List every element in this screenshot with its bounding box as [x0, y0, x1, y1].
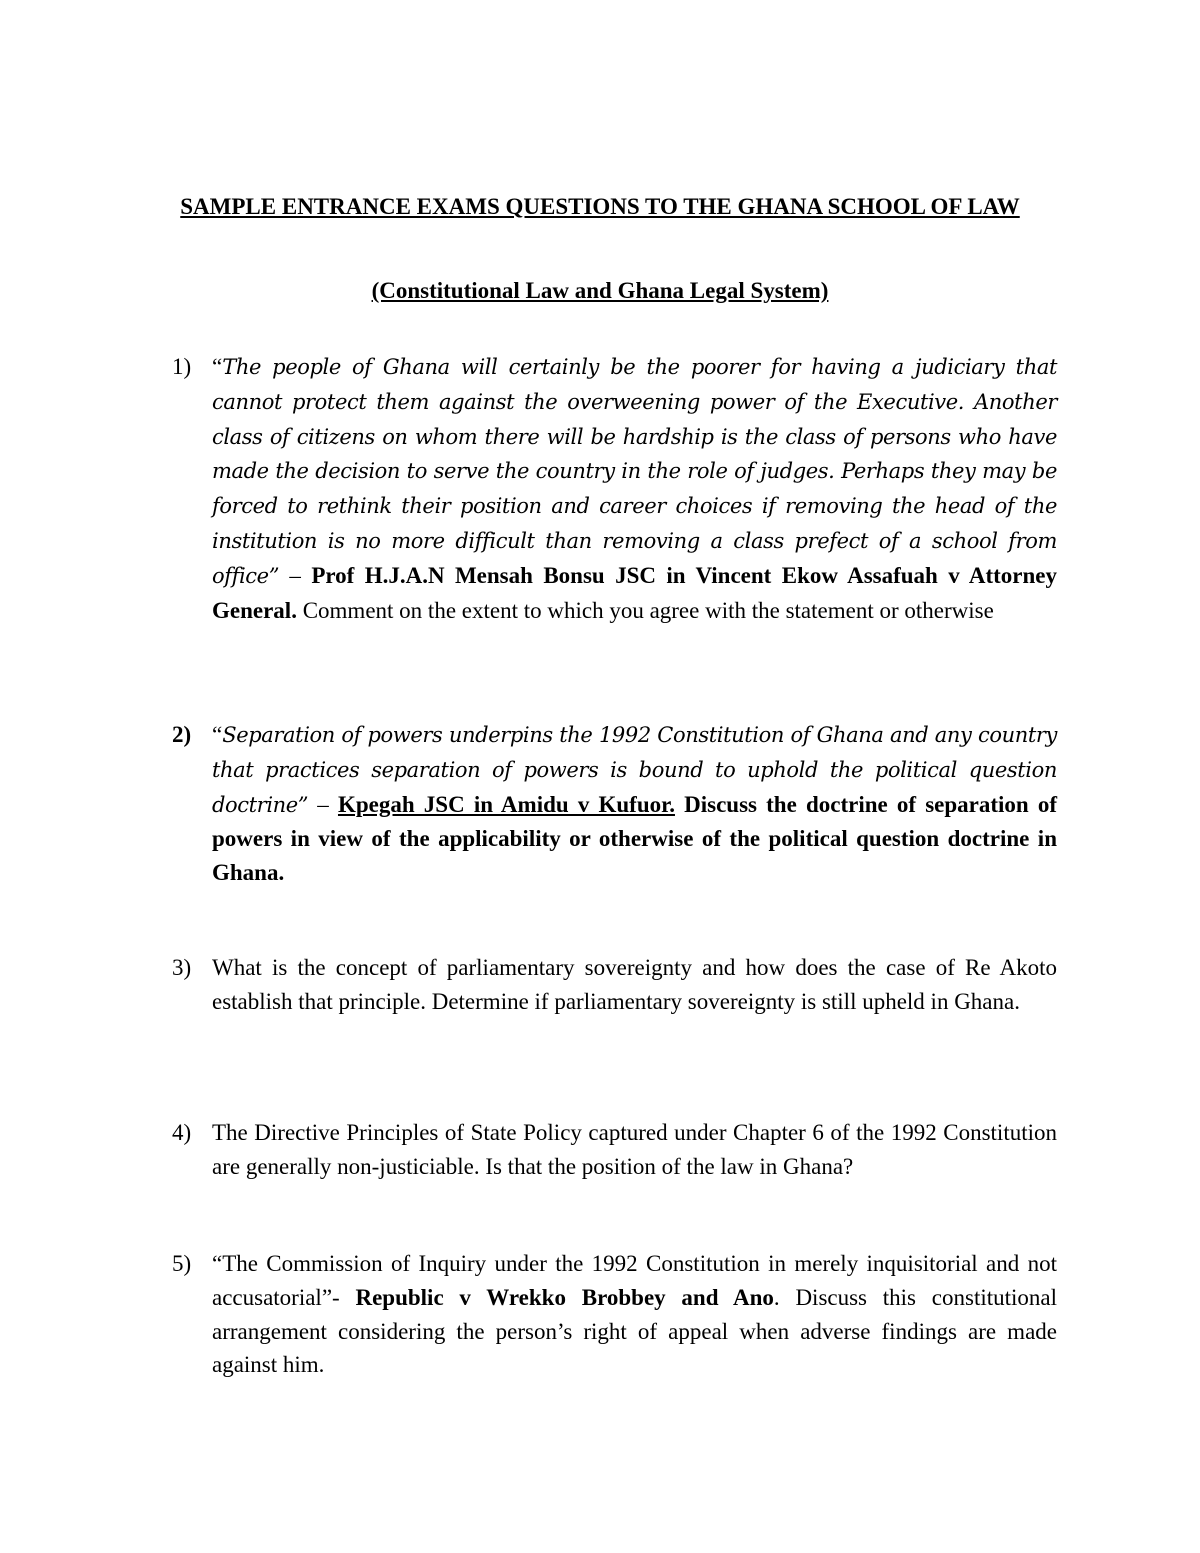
- open-quote: “: [212, 354, 223, 379]
- case-citation: Prof H.J.A.N Mensah Bonsu JSC in Vincent Ekow Assafuah v Attorney General.: [212, 562, 1058, 623]
- question-3: [172, 951, 1057, 1019]
- question-2: [172, 718, 1058, 890]
- question-quote: Separation of powers underpins the 1992 Constitution of Ghana and any country that practices separation of powers is bound to uphold the political question doctrine”: [212, 723, 1057, 817]
- question-quote: The people of Ghana will certainly be the poorer for having a judiciary that cannot protect them against the overweening power of the Executive. Another class of citizens on whom there will be hardship is the class of persons who have made the decision to serve the country in the role of judges. Perhaps they may be forced to rethink their position and career choices if removing the head of the institution is no more difficult than removing a class prefect of a school from office”: [212, 355, 1057, 588]
- page-title: SAMPLE ENTRANCE EXAMS QUESTIONS TO THE GHANA SCHOOL OF LAW: [180, 194, 1020, 219]
- question-4: [172, 1116, 1057, 1184]
- question-text: The Directive Principles of State Policy captured under Chapter 6 of the 1992 Constitution are generally non-justiciable. Is that the position of the law in Ghana?: [212, 1120, 1057, 1179]
- dash: –: [279, 562, 312, 588]
- question-text: Discuss the doctrine of separation of powers in view of the applicability or otherwise of the political question doctrine in Ghana.: [212, 791, 1058, 886]
- case-citation: Republic v Wrekko Brobbey and Ano: [355, 1284, 774, 1310]
- question-number: 4): [172, 1120, 192, 1145]
- question-text: . Discuss this constitutional arrangement considering the person’s right of appeal when adverse findings are made against him.: [212, 1284, 1057, 1378]
- question-1: [172, 350, 1058, 627]
- question-number: 2): [172, 722, 192, 747]
- page-subtitle: (Constitutional Law and Ghana Legal System): [371, 278, 829, 303]
- question-text: Comment on the extent to which you agree with the statement or otherwise: [296, 597, 994, 623]
- case-citation: Kpegah JSC in Amidu v Kufuor.: [337, 791, 675, 817]
- question-number: 1): [172, 354, 192, 379]
- question-5: [172, 1247, 1057, 1382]
- question-text-lead: “The Commission of Inquiry under the 1992 Constitution in merely inquisitorial and not accusatorial”-: [212, 1251, 1057, 1310]
- dash: –: [308, 791, 338, 817]
- question-number: 5): [172, 1251, 192, 1276]
- question-number: 3): [172, 955, 192, 980]
- open-quote: “: [212, 722, 223, 747]
- question-text: What is the concept of parliamentary sovereignty and how does the case of Re Akoto establish that principle. Determine if parliamentary sovereignty is still upheld in Ghana.: [212, 955, 1057, 1014]
